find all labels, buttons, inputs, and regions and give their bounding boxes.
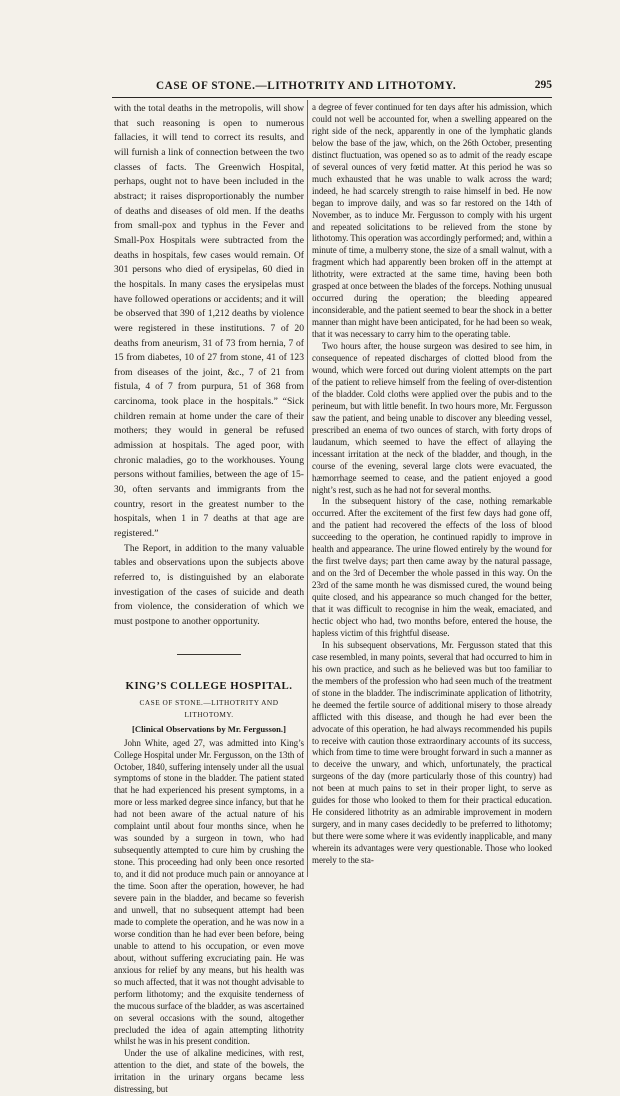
case-paragraph: a degree of fever continued for ten days after his admission, which could not well be accounted for, when a swelling appeared on the right side of the neck, apparently in one of the lymphatic glands below the base of the jaw, which, on the 26th October, presenting distinct fluctuation, was opened so as to admit of the ready escape of several ounces of very fœtid matter. At this period he was so much exhausted that he was unable to walk across the ward; indeed, he had scarcely strength to raise himself in bed. He now began to improve daily, and was so far restored on the 14th of November, as to induce Mr. Fergusson to comply with his urgent and repeated solicitations to be relieved from the stone by lithotomy. This operation was accordingly performed; and, within a minute of time, a mulberry stone, the size of a small walnut, with a fragment which had apparently been broken off in the attempt at lithotrity, were extracted at the same time, having been both grasped at once between the blades of the forceps. Nothing unusual occurred during the operation; the bleeding appeared inconsiderable, and the patient seemed to bear the shock in a better manner than might have been anticipated, for he had been so weak, that it was necessary to carry him to the operating table. [312,102,552,340]
clinical-note: [Clinical Observations by Mr. Fergusson.] [132,723,286,734]
running-header [112,79,552,98]
page-number: 295 [534,79,552,91]
running-header-title: CASE OF STONE.—LITHOTRITY AND LITHOTOMY. [156,80,457,92]
case-paragraph: Under the use of alkaline medicines, with rest, attention to the diet, and state of the bowels, the irritation in the urinary organs became less distressing, but [114,1048,304,1095]
case-paragraph: In his subsequent observations, Mr. Fergusson stated that this case resembled, in many points, several that had occurred to him in his own practice, and such as he believed was but too familiar to the members of the profession who had seen much of the treatment of stone in the bladder. The indiscriminate application of lithotrity, he deemed the fertile source of additional misery to those already afflicted with this disease, and though he had ever been the advocate of this operation, he had always recommended his pupils to receive with caution those extraordinary accounts of its success, which from time to time were brought forward in such a manner as to deceive the unwary, and which, unfortunately, the practical surgeons of the day (more particularly those of this country) had not been at much pains to set in their proper light, to serve as guides for those who looked to them for their practical education. He considered lithotrity as an admirable improvement in modern surgery, and in many cases decidedly to be preferred to lithotomy; but there were some where it was evidently inapplicable, and many wherein its advantages were very questionable. Those who looked merely to the sta- [312,639,552,866]
case-title: CASE OF STONE.—LITHOTRITY AND LITHOTOMY. [139,697,279,719]
case-paragraph: John White, aged 27, was admitted into King’s College Hospital under Mr. Fergusson, on the 13th of October, 1840, suffering intensely under all the usual symptoms of stone in the bladder. The patient stated that he had experienced his present symptoms, in a more or less marked degree since infancy, but that he had not been aware of the actual nature of his complaint until about four months since, when he was sounded by a surgeon in town, who had subsequently attempted to cure him by crushing the stone. This proceeding had only been once resorted to, and it did not produce much pain or annoyance at the time. Soon after the operation, however, he had severe pain in the bladder, and became so feverish and unwell, that no subsequent attempt had been made to complete the operation, and he was now in a worse condition than he had ever been before, being unable to attend to his occupation, or even move about, without suffering excruciating pain. He was anxious for relief by any means, but his health was so much affected, that it was not thought advisable to perform lithotomy; and the exquisite tenderness of the mucous surface of the bladder, as was ascertained on several occasions with the sound, altogether precluded the idea of again attempting lithotrity whilst he was in his present condition. [114,737,304,1047]
section-separator [177,654,241,655]
case-paragraph: In the subsequent history of the case, nothing remarkable occurred. After the excitement of the first few days had gone off, and the patient had recovered the effects of the loss of blood succeeding to the operation, he continued rapidly to improve in health and appearance. The urine flowed entirely by the wound for the first twelve days; part then came away by the natural passage, and on the 3rd of December the whole passed in this way. On the 23rd of the same month he was dismissed cured, the wound being quite closed, and his appearance so much changed for the better, that it was difficult to recognise in him the weak, emaciated, and hectic object who had, two months before, entered the house, the hapless victim of this frightful disease. [312,496,552,638]
case-paragraph: Two hours after, the house surgeon was desired to see him, in consequence of repeated discharges of clotted blood from the wound, which were forced out during violent attempts on the part of the patient to relieve himself from the feeling of over-distention of the bladder. Cold cloths were applied over the pubis and to the perineum, but with little benefit. In two hours more, Mr. Fergusson saw the patient, and being unable to discover any bleeding vessel, prescribed an enema of two ounces of starch, with forty drops of laudanum, which seemed to have the effect of allaying the incessant irritation at the neck of the bladder, and though, in the course of the evening, several large clots were evacuated, the hæmorrhage seemed to cease, and the patient enjoyed a good night’s rest, such as he had not for several months. [312,341,552,495]
right-column [312,102,552,867]
left-column [114,102,304,1096]
report-paragraph: The Report, in addition to the many valuable tables and observations upon the subjects above referred to, is distinguished by an elaborate investigation of the cases of suicide and death from violence, the consideration of which we must postpone to another opportunity. [114,542,304,627]
section-heading: KING’S COLLEGE HOSPITAL. [125,679,293,692]
report-paragraph: with the total deaths in the metropolis, will show that such reasoning is open to numerous fallacies, it will tend to correct its results, and will furnish a link of connection between the two classes of facts. The Greenwich Hospital, perhaps, ought not to have been included in the abstract; it raises disproportionably the number of deaths and diseases of old men. If the deaths from small-pox and typhus in the Fever and Small-Pox Hospitals were subtracted from the deaths in hospitals, few cases would remain. Of 301 persons who died of erysipelas, 60 died in the hospitals. In many cases the erysipelas must have followed operations or accidents; and it will be observed that 390 of 1,212 deaths by violence were registered in these institutions. 7 of 20 deaths from aneurism, 31 of 73 from hernia, 7 of 15 from diabetes, 10 of 27 from stone, 41 of 123 from diseases of the joint, &c., 7 of 21 from fistula, 4 of 7 from purpura, 51 of 368 from carcinoma, took place in the hospitals.” “Sick children remain at home under the care of their mothers; they would in general be refused admission at hospitals. The aged poor, with chronic maladies, go to the workhouses. Young persons without families, between the age of 15-30, often servants and immigrants from the country, resort in the greatest number to the hospitals, when 1 in 7 deaths at that age are registered.” [114,103,304,540]
column-divider [307,100,308,877]
